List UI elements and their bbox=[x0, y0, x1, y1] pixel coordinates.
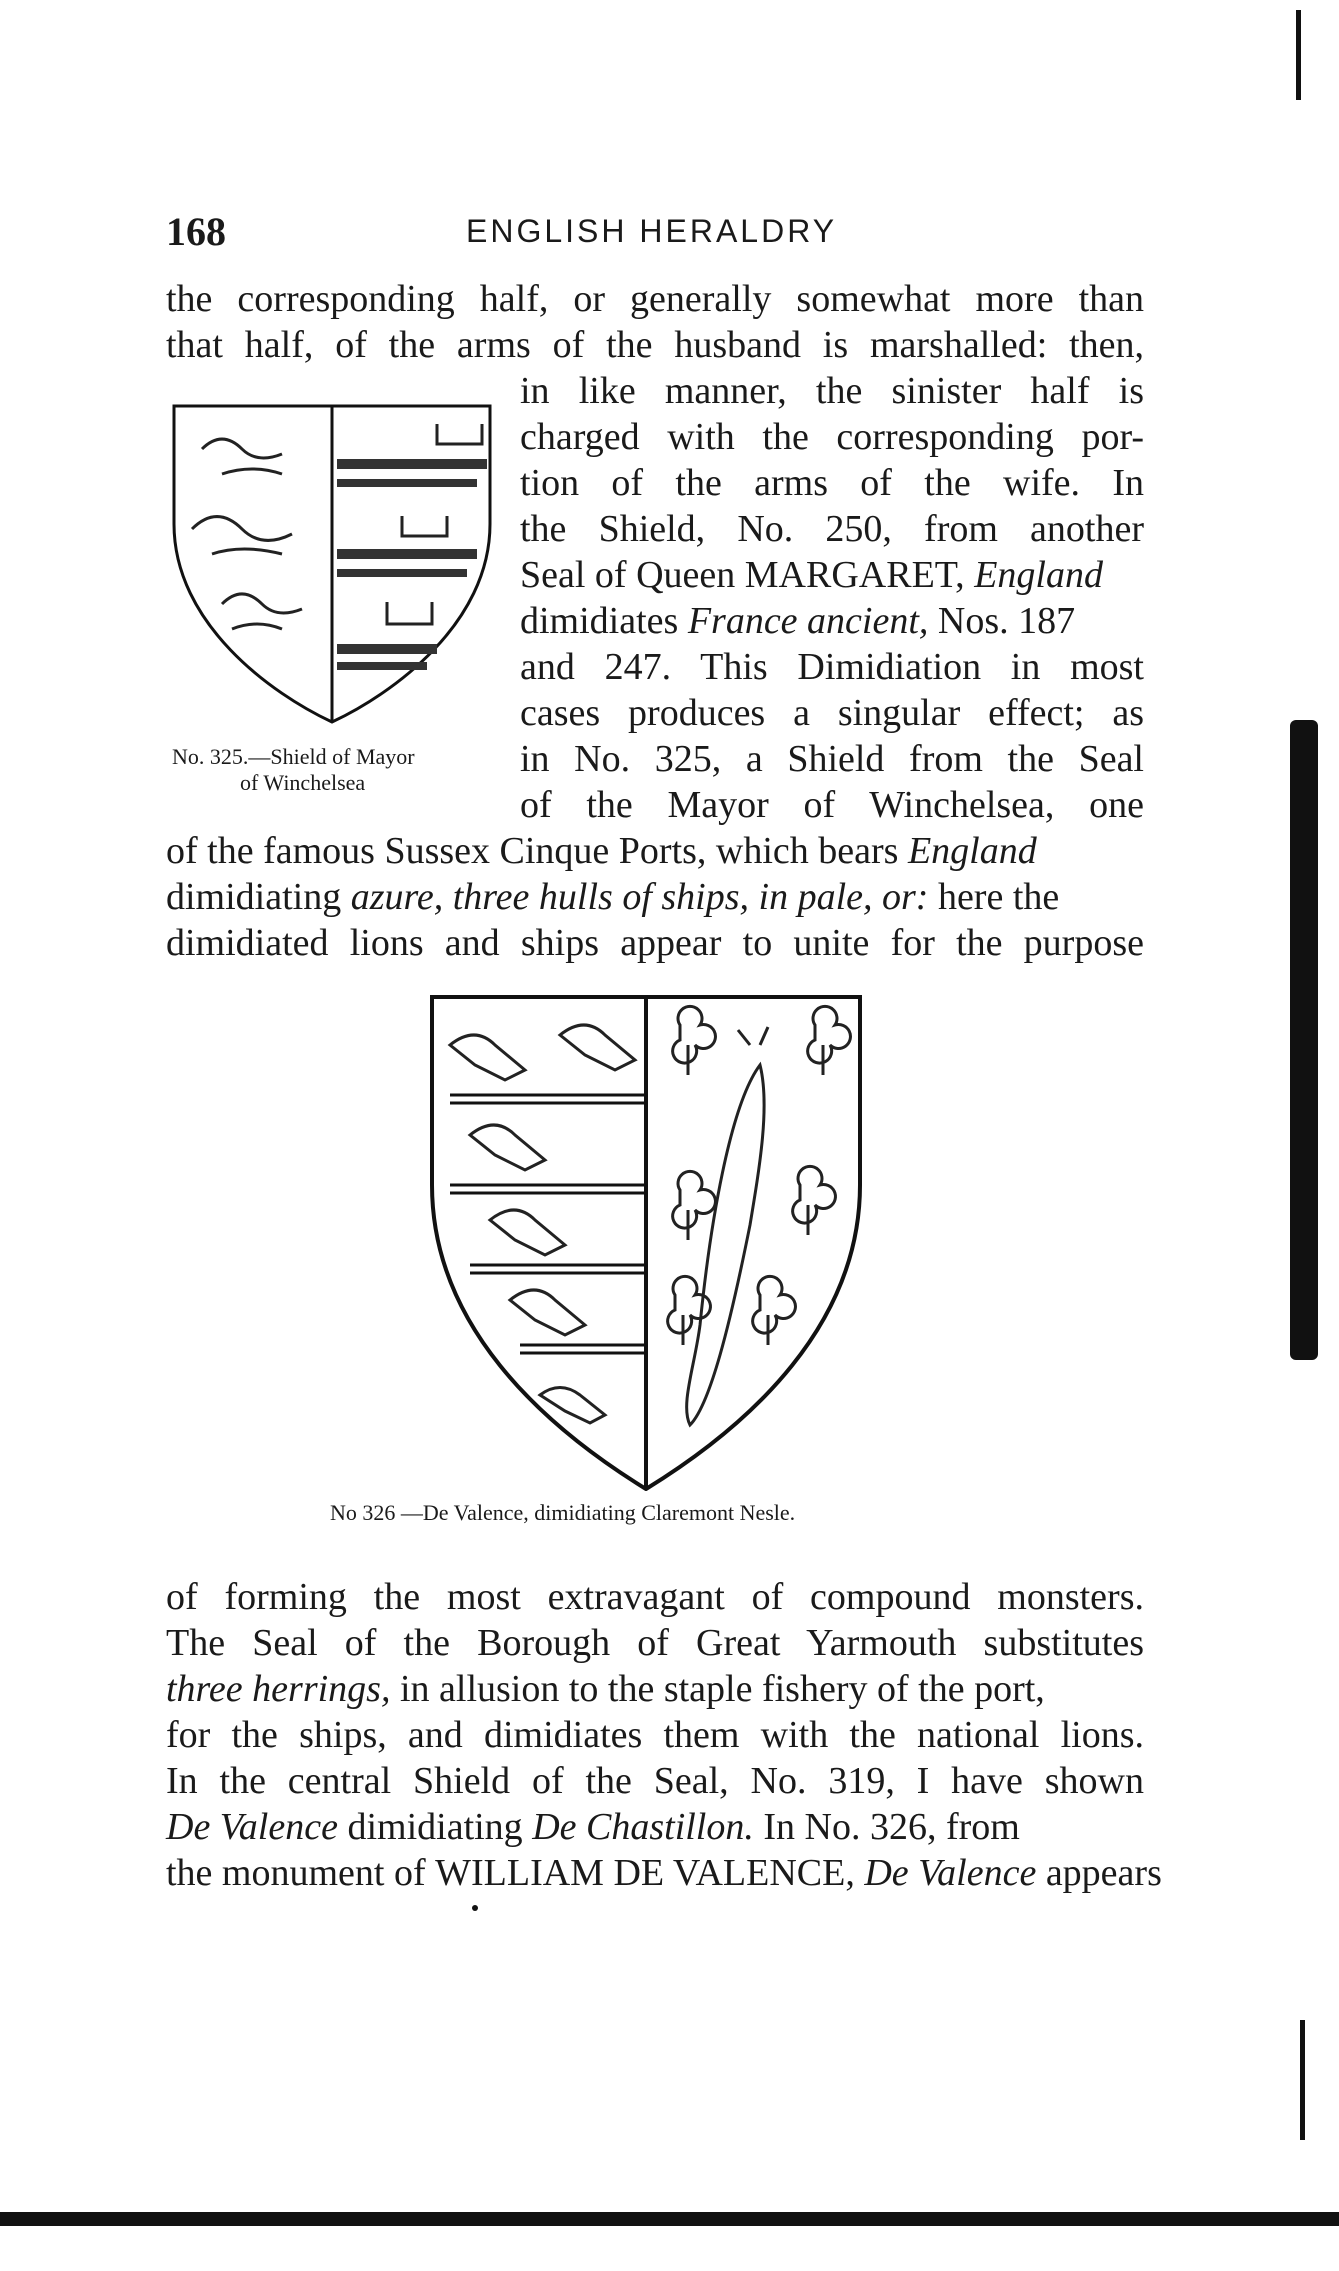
italic-term: De Valence bbox=[864, 1852, 1037, 1894]
shield-icon bbox=[430, 995, 862, 1491]
italic-term: England bbox=[974, 554, 1103, 596]
figure-caption: of Winchelsea bbox=[240, 770, 366, 795]
italic-term: England bbox=[907, 830, 1037, 872]
text-line: in like manner, the sinister half is bbox=[520, 370, 1144, 412]
text-line: and 247. This Dimidiation in most bbox=[520, 646, 1144, 688]
text-line bbox=[166, 1666, 1144, 1712]
page-number: 168 bbox=[166, 209, 226, 254]
text-run: dimidiates bbox=[520, 600, 679, 642]
text-line: of forming the most extravagant of compound monsters. bbox=[166, 1576, 1144, 1618]
text-line: of the Mayor of Winchelsea, one bbox=[520, 784, 1144, 826]
text-run: Nos. 187 bbox=[937, 600, 1076, 642]
running-title: ENGLISH HERALDRY bbox=[466, 213, 838, 249]
scan-bottom-edge bbox=[0, 2212, 1339, 2226]
text-line: in No. 325, a Shield from the Seal bbox=[520, 738, 1144, 780]
text-run: dimidiating bbox=[347, 1806, 523, 1848]
italic-term: three herrings, bbox=[166, 1668, 391, 1710]
text-line: The Seal of the Borough of Great Yarmouth substitutes bbox=[166, 1622, 1144, 1664]
text-run: in allusion to the staple fishery of the port, bbox=[399, 1668, 1045, 1710]
text-line: that half, of the arms of the husband is marshalled: then, bbox=[166, 324, 1144, 366]
ink-dot bbox=[472, 1905, 478, 1911]
text-line: dimidiated lions and ships appear to unite for the purpose bbox=[166, 922, 1144, 964]
text-run: dimidiating bbox=[166, 876, 342, 918]
shield-icon bbox=[172, 404, 492, 724]
text-line: the Shield, No. 250, from another bbox=[520, 508, 1144, 550]
italic-term: De Valence bbox=[166, 1806, 338, 1848]
scan-edge-mark bbox=[1296, 10, 1301, 100]
text-line bbox=[166, 874, 1144, 920]
text-line bbox=[166, 1804, 1144, 1850]
figure-caption: No 326 —De Valence, dimidiating Claremont Nesle. bbox=[330, 1500, 796, 1525]
text-line bbox=[166, 1850, 1162, 1896]
text-line bbox=[520, 598, 1144, 644]
text-line: In the central Shield of the Seal, No. 319, I have shown bbox=[166, 1760, 1144, 1802]
italic-term: azure, three hulls of ships, in pale, or: bbox=[350, 876, 929, 918]
scan-edge-mark bbox=[1300, 2020, 1305, 2140]
figure-caption: No. 325.—Shield of Mayor bbox=[172, 744, 415, 769]
text-line: tion of the arms of the wife. In bbox=[520, 462, 1144, 504]
text-run: In No. 326, from bbox=[763, 1806, 1020, 1848]
text-line: for the ships, and dimidiates them with the national lions. bbox=[166, 1714, 1144, 1756]
text-line: charged with the corresponding por- bbox=[520, 416, 1144, 458]
name-smallcaps: MARGARET, bbox=[744, 554, 965, 596]
text-line: cases produces a singular effect; as bbox=[520, 692, 1144, 734]
text-run: the monument of bbox=[166, 1852, 426, 1894]
text-line: the corresponding half, or generally somewhat more than bbox=[166, 278, 1144, 320]
italic-term: France ancient, bbox=[687, 600, 929, 642]
text-run: appears bbox=[1045, 1852, 1162, 1894]
text-run: Seal of Queen bbox=[520, 554, 736, 596]
text-line bbox=[166, 828, 1144, 874]
scan-edge-mark bbox=[1290, 720, 1318, 1360]
text-run: of the famous Sussex Cinque Ports, which bears bbox=[166, 830, 899, 872]
text-line bbox=[520, 552, 1144, 598]
name-smallcaps: WILLIAM DE VALENCE, bbox=[435, 1852, 855, 1894]
italic-term: De Chastillon. bbox=[532, 1806, 754, 1848]
text-run: here the bbox=[937, 876, 1060, 918]
